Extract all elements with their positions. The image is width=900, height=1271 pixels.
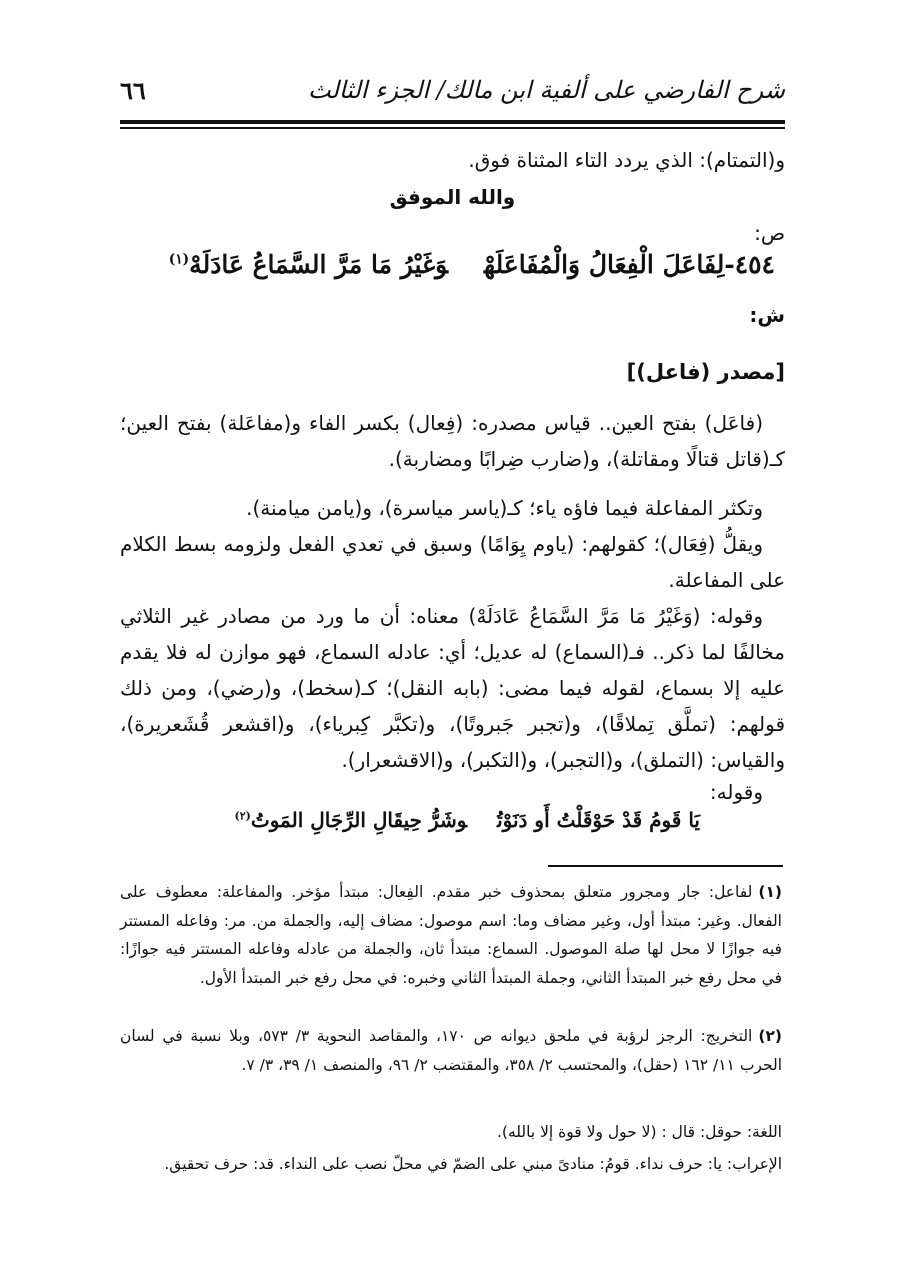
poem-first-half: يَا قَومُ قَدْ حَوْقَلْتُ أَو دَنَوْتُ [497,808,700,832]
verse-second-half: وَغَيْرُ مَا مَرَّ السَّمَاعُ عَادَلَهْ [189,250,449,279]
verse-number: ٤٥٤- [724,250,775,279]
footnote-separator [548,865,783,867]
sad-label: ص: [754,221,785,245]
paragraph-1: (فاعَل) بفتح العين.. قياس مصدره: (فِعال) بكسر الفاء و(مفاعَلة) بفتح العين؛ كـ(قاتل قتالًا ومقاتلة)، و(ضارب ضِرابًا ومضاربة). [120,411,785,471]
poem-line [170,808,700,832]
shin-label: ش: [749,303,785,327]
poem-second-half: وشَرُّ حِيقَالِ الرِّجَالِ المَوتُ [250,808,468,832]
footnote-1 [120,878,782,993]
footnote-1-number: (١) [758,883,782,901]
page-number: ٦٦ [120,76,146,105]
header-rule-thick [120,120,785,124]
closing-phrase: والله الموفق [389,185,516,209]
intro-line: و(التمتام): الذي يردد التاء المثناة فوق. [468,148,785,172]
footnote-ref-1: (١) [168,251,190,268]
footnote-lugha: اللغة: حوقل: قال : (لا حول ولا قوة إلا بالله). [496,1123,782,1141]
footnote-2 [120,1022,782,1079]
paragraph-4: وقوله: (وَغَيْرُ مَا مَرَّ السَّمَاعُ عَادَلَهْ) معناه: أن ما ورد من مصادر غير الثلاثي مخالفًا لما ذكر.. فـ(السماع) له عديل؛ أي: عادله السماع، فهو موازن له فلا يقدم عليه إلا بسماع، لقوله فيما مضى: (بابه النقل)؛ كـ(سخط)، و(رضي)، ومن ذلك قولهم: (تملَّق تِملاقًا)، و(تجبر جَبروتًا)، و(تكبَّر كِبرياء)، و(اقشعر قُشَعريرة)، والقياس: (التملق)، و(التجبر)، و(التكبر)، و(الاقشعرار). [120,604,785,772]
verse-454 [120,250,775,279]
footnote-1-text: لفاعل: جار ومجرور متعلق بمحذوف خبر مقدم. الفِعال: مبتدأ مؤخر. والمفاعلة: معطوف على الفعال. وغير: مبتدأ أول، وغير مضاف وما: اسم موصول: مضاف إليه، والجملة من. مر: وفاعله المستتر فيه جوازًا لا محل لها صلة الموصول. السماع: مبتدأ ثان، والجملة من عادله وفاعله المستتر فيه جوازًا: في محل رفع خبر المبتدأ الثاني، وجملة المبتدأ الثاني وخبره: في محل رفع خبر المبتدأ الأول. [120,883,782,988]
header-title: شرح الفارضي على ألفية ابن مالك/ الجزء الثالث [308,76,785,104]
paragraph-3: ويقلُّ (فِعَال)؛ كقولهم: (ياوم يِوَامًا) وسبق في تعدي الفعل ولزومه بسط الكلام على المفاعلة. [120,532,785,592]
running-header [120,70,785,122]
header-rule-thin [120,127,785,129]
footnote-irab: الإعراب: يا: حرف نداء. قومُ: منادىً مبني على الضمّ في محلّ نصب على النداء. قد: حرف تحقيق. [164,1155,782,1173]
footnote-2-number: (٢) [758,1027,783,1045]
paragraph-2: وتكثر المفاعلة فيما فاؤه ياء؛ كـ(ياسر مياسرة)، و(يامن ميامنة). [246,496,763,520]
footnote-ref-2: (٢) [234,809,251,823]
section-title: [مصدر (فاعل)] [626,360,785,384]
paragraph-5: وقوله: [709,780,763,804]
footnote-2-text: التخريج: الرجز لرؤبة في ملحق ديوانه ص ١٧٠، والمقاصد النحوية ٣/ ٥٧٣، وبلا نسبة في لسان الحرب ١١/ ١٦٢ (حقل)، والمحتسب ٢/ ٣٥٨، والمقتضب ٢/ ٩٦، والمنصف ١/ ٣٩، ٣/ ٧. [120,1027,782,1074]
verse-first-half: لِفَاعَلَ الْفِعَالُ وَالْمُفَاعَلَهْ [484,250,725,279]
